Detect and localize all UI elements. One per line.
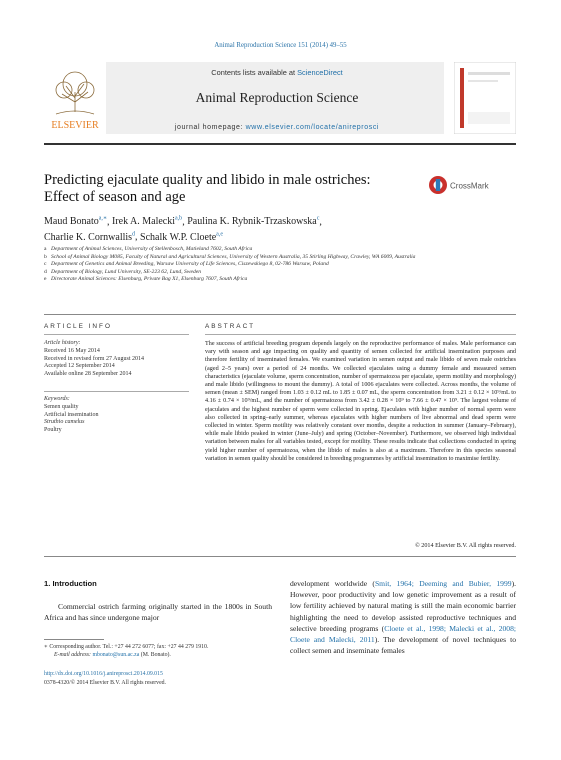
abstract-heading: ABSTRACT [205,323,256,330]
sciencedirect-link[interactable]: ScienceDirect [297,68,343,77]
journal-cover-thumbnail[interactable] [454,62,516,134]
corresponding-author-footnote: ∗ Corresponding author. Tel.: +27 44 272 6077; fax: +27 44 279 1910. E-mail address: mbonato@sun.ac.za (M. Bonato). [44,644,209,658]
article-info-heading: ARTICLE INFO [44,323,112,330]
journal-homepage: journal homepage: www.elsevier.com/locate/anireprosci [174,124,380,131]
header-rule [44,143,516,145]
elsevier-tree-logo [44,62,106,134]
keyword: Semen quality [44,403,79,410]
introduction-heading: 1. Introduction [44,579,97,588]
keyword: Struthio camelus [44,419,85,426]
issn-line: 0378-4320/© 2014 Elsevier B.V. All rights reserved. [44,680,166,686]
affiliations [44,246,464,284]
footnote-rule [44,639,104,640]
journal-title: Animal Reproduction Science [195,90,359,105]
journal-reference[interactable]: Animal Reproduction Science 151 (2014) 49–55 [214,42,347,49]
crossmark-badge[interactable] [428,174,514,196]
citation-link[interactable]: Cloete et al., 1998; Malecki et al., 2008; Cloete and Malecki, 2011 [290,623,516,645]
affiliation: c Department of Genetics and Animal Breeding, Warsaw University of Life Sciences, Ciszewskiego 8, 02-786 Warsaw, Poland [44,261,329,268]
article-title: Predicting ejaculate quality and libido in male ostriches: Effect of season and age [44,172,371,205]
section-rule [44,556,516,557]
affiliation: e Directorate Animal Sciences: Elsenburg, Private Bag X1, Elsenburg 7607, South Africa [44,276,248,283]
doi-link[interactable]: http://dx.doi.org/10.1016/j.anireprosci.2014.09.015 [44,671,163,677]
keywords-rule [44,391,189,392]
intro-paragraph-left: Commercial ostrich farming originally started in the 1800s in South Africa and has since undergone major [44,602,272,623]
citation-link[interactable]: Smit, 1964; Deeming and Bubier, 1999 [374,579,512,588]
author-list: Maud Bonato$^{a,∗}$, Irek A. Malecki$^{a,b}$, Paulina K. Rybnik-Trzaskowska$^c$, Charlie K. Cornwallis$^d$, Schalk W.P. Cloete$^{a,e}$ [44,216,322,243]
homepage-link[interactable]: www.elsevier.com/locate/anireprosci [245,124,380,131]
affiliation: a Department of Animal Sciences, University of Stellenbosch, Matieland 7602, South Africa [44,246,253,252]
info-rule [44,334,189,335]
abstract-text: The success of artificial breeding program depends largely on the reproductive performance of males. Male performance can vary with season and age impacting on quality and quantity of semen collected for artificial insemination purposes and therefore fertility of inseminated females. We examined variation in semen output and male libido of seven male ostriches (aged 2–5 years) over a period of 24 months. We collected ejaculates using a dummy female and measured semen characteristics (ejaculate volume, sperm concentration, number of spermatozoa per ejaculate, sperm motility and morphology) and male libido (willingness to mount the dummy). A total of 1006 ejaculates were collected. Across months, the volume of semen (mean ± SEM) ranged from 1.03 ± 0.12 mL to 1.85 ± 0.07 mL, the sperm concentration from 3.21 ± 0.12 × 10⁹/mL to 4.16 ± 0.74 × 10⁹/mL, and the number of spermatozoa from 3.42 ± 0.28 × 10⁹ to 7.66 ± 0.47 × 10⁹. The largest volume of ejaculates and the highest number of sperm were collected in spring. Ejaculates with higher number of normal sperm were also collected in spring–early summer, whereas ejaculates with higher numbers of live abnormal and dead sperm were collected in winter. Sperm motility was relatively constant over months, despite a reduction in summer (January–February), while male libido peaked in winter (June–July) and spring (October–November). Furthermore, we observed high individual variation between males for all variables tested, except for motility. These results indicate that collections conducted in spring yield higher number of spermatozoa, when the libido of males is also at a maximum. Therefore in this species seasonal variation in semen quality should be considered in breeding programmes by artificial insemination to maximise fertility. [205,341,516,462]
crossmark-label: CrossMark [450,181,489,191]
contents-line: Contents lists available at ScienceDirect [211,68,343,77]
email-link[interactable]: mbonato@sun.ac.za [92,651,140,658]
keyword: Artificial insemination [44,411,99,418]
history-item: Accepted 12 September 2014 [44,363,115,370]
article-history: Article history: Received 16 May 2014 Received in revised form 27 August 2014 Accepted 12 September 2014 Available online 28 September 2014 [44,340,189,379]
abstract-copyright: © 2014 Elsevier B.V. All rights reserved. [415,543,516,549]
keyword: Poultry [44,427,62,434]
affiliation: b School of Animal Biology M085, Faculty of Natural and Agricultural Sciences, University of Western Australia, 35 Stirling Highway, Crawley, WA 6009, Australia [44,253,416,260]
keywords: Keywords: Semen quality Artificial insemination Struthio camelus Poultry [44,396,189,435]
intro-paragraph-right: development worldwide (Smit, 1964; Deeming and Bubier, 1999). However, poor productivity and low genetic improvement as a result of low fertility achieved by natural mating is still the main economic barrier highlighting the need to develop assisted reproductive techniques and selective breeding programs (Cloete et al., 1998; Malecki et al., 2008; Cloete and Malecki, 2011). The development of novel techniques to collect semen and inseminate females [290,579,516,656]
section-rule [44,314,516,315]
author[interactable]: Maud Bonato$^{a,∗}$ [44,216,107,228]
publisher-name: ELSEVIER [51,120,99,131]
author[interactable]: Irek A. Malecki$^{a,b}$ [111,216,183,228]
history-item: Received in revised form 27 August 2014 [44,355,144,362]
abstract-rule [205,334,516,335]
affiliation: d Department of Biology, Lund University, SE-223 62, Lund, Sweden [44,268,202,275]
author[interactable]: Charlie K. Cornwallis$^d$ [44,231,136,243]
author[interactable]: Paulina K. Rybnik-Trzaskowska$^c$ [187,216,320,228]
history-item: Received 16 May 2014 [44,347,100,354]
author[interactable]: Schalk W.P. Cloete$^{a,e}$ [140,231,223,243]
history-item: Available online 28 September 2014 [44,371,132,378]
